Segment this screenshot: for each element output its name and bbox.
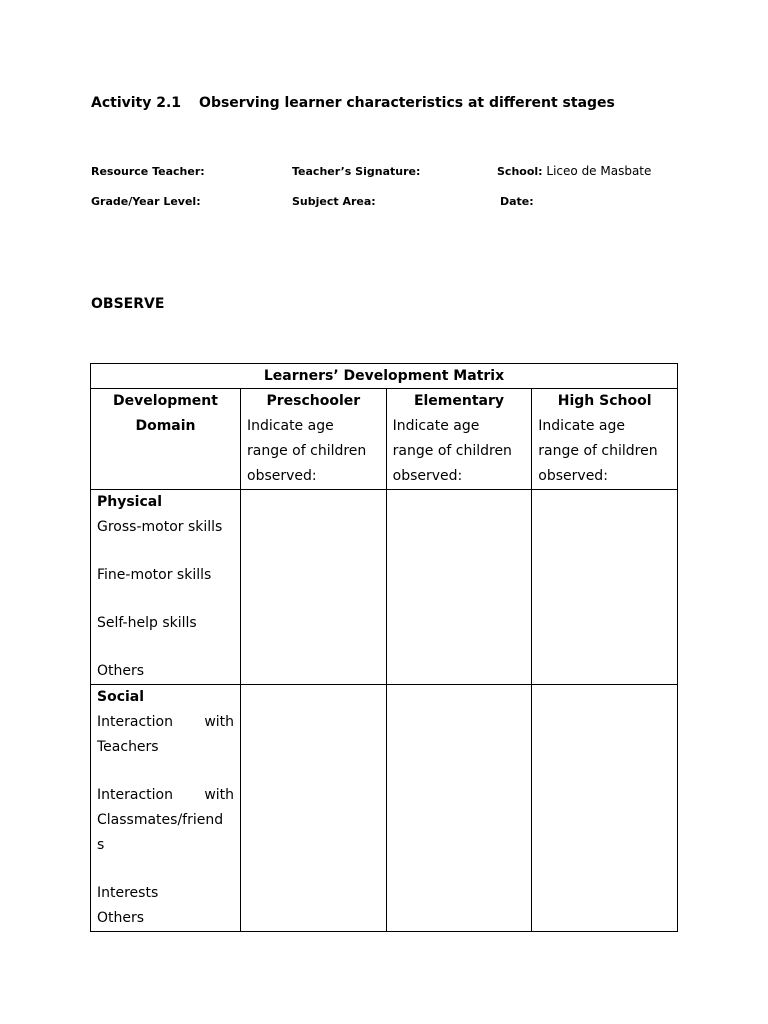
domain-item: [97, 710, 234, 735]
subject-area-label: Subject Area:: [292, 195, 376, 208]
stage-note-line: observed:: [392, 468, 463, 484]
physical-preschooler-cell[interactable]: [241, 490, 387, 685]
stage-name: Elementary: [413, 393, 505, 409]
stage-header-elementary: [386, 389, 532, 490]
stage-header-preschooler: [241, 389, 387, 490]
domain-header-line1: Development: [113, 393, 218, 409]
stage-name: High School: [557, 393, 652, 409]
social-high-school-cell[interactable]: [532, 685, 678, 932]
stage-note-line: range of children: [538, 443, 658, 459]
stage-note-line: range of children: [247, 443, 367, 459]
stage-note-line: Indicate age: [538, 418, 625, 434]
domain-header-line2: Domain: [135, 418, 196, 434]
school-value: Liceo de Masbate: [546, 164, 652, 178]
matrix-caption: Learners’ Development Matrix: [91, 364, 678, 389]
social-elementary-cell[interactable]: [386, 685, 532, 932]
stage-note-line: observed:: [538, 468, 608, 484]
stage-note-line: observed:: [247, 468, 317, 484]
date-label: Date:: [500, 195, 534, 208]
activity-title: [91, 95, 615, 111]
grade-level-label: Grade/Year Level:: [91, 195, 201, 208]
domain-item: s: [97, 837, 105, 853]
school-field: [497, 164, 651, 178]
physical-elementary-cell[interactable]: [386, 490, 532, 685]
physical-domain-title: Physical: [97, 494, 163, 510]
activity-number: Activity 2.1: [91, 95, 182, 111]
teacher-signature-label: Teacher’s Signature:: [292, 165, 421, 178]
school-label: School:: [497, 165, 543, 178]
domain-item: Fine-motor skills: [97, 567, 212, 583]
domain-item: Teachers: [97, 739, 159, 755]
domain-header: [91, 389, 241, 490]
domain-item-word: with: [204, 787, 235, 803]
domain-item: Others: [97, 663, 145, 679]
domain-item: Interests: [97, 885, 159, 901]
domain-item: Gross-motor skills: [97, 519, 223, 535]
stage-header-high-school: [532, 389, 678, 490]
domain-item: [97, 783, 234, 808]
social-domain-cell: [91, 685, 241, 932]
domain-item-word: Interaction: [97, 787, 173, 803]
domain-item: Others: [97, 910, 145, 926]
physical-domain-cell: [91, 490, 241, 685]
stage-name: Preschooler: [266, 393, 361, 409]
physical-high-school-cell[interactable]: [532, 490, 678, 685]
section-label: OBSERVE: [91, 296, 165, 312]
domain-item-word: Interaction: [97, 714, 173, 730]
development-matrix: [90, 363, 678, 932]
activity-heading: Observing learner characteristics at different stages: [199, 95, 615, 111]
stage-note-line: range of children: [392, 443, 512, 459]
resource-teacher-label: Resource Teacher:: [91, 165, 205, 178]
stage-note-line: Indicate age: [392, 418, 480, 434]
domain-item: Self-help skills: [97, 615, 197, 631]
social-preschooler-cell[interactable]: [241, 685, 387, 932]
domain-item: Classmates/friend: [97, 812, 224, 828]
stage-note-line: Indicate age: [247, 418, 334, 434]
domain-item-word: with: [204, 714, 235, 730]
social-domain-title: Social: [97, 689, 145, 705]
